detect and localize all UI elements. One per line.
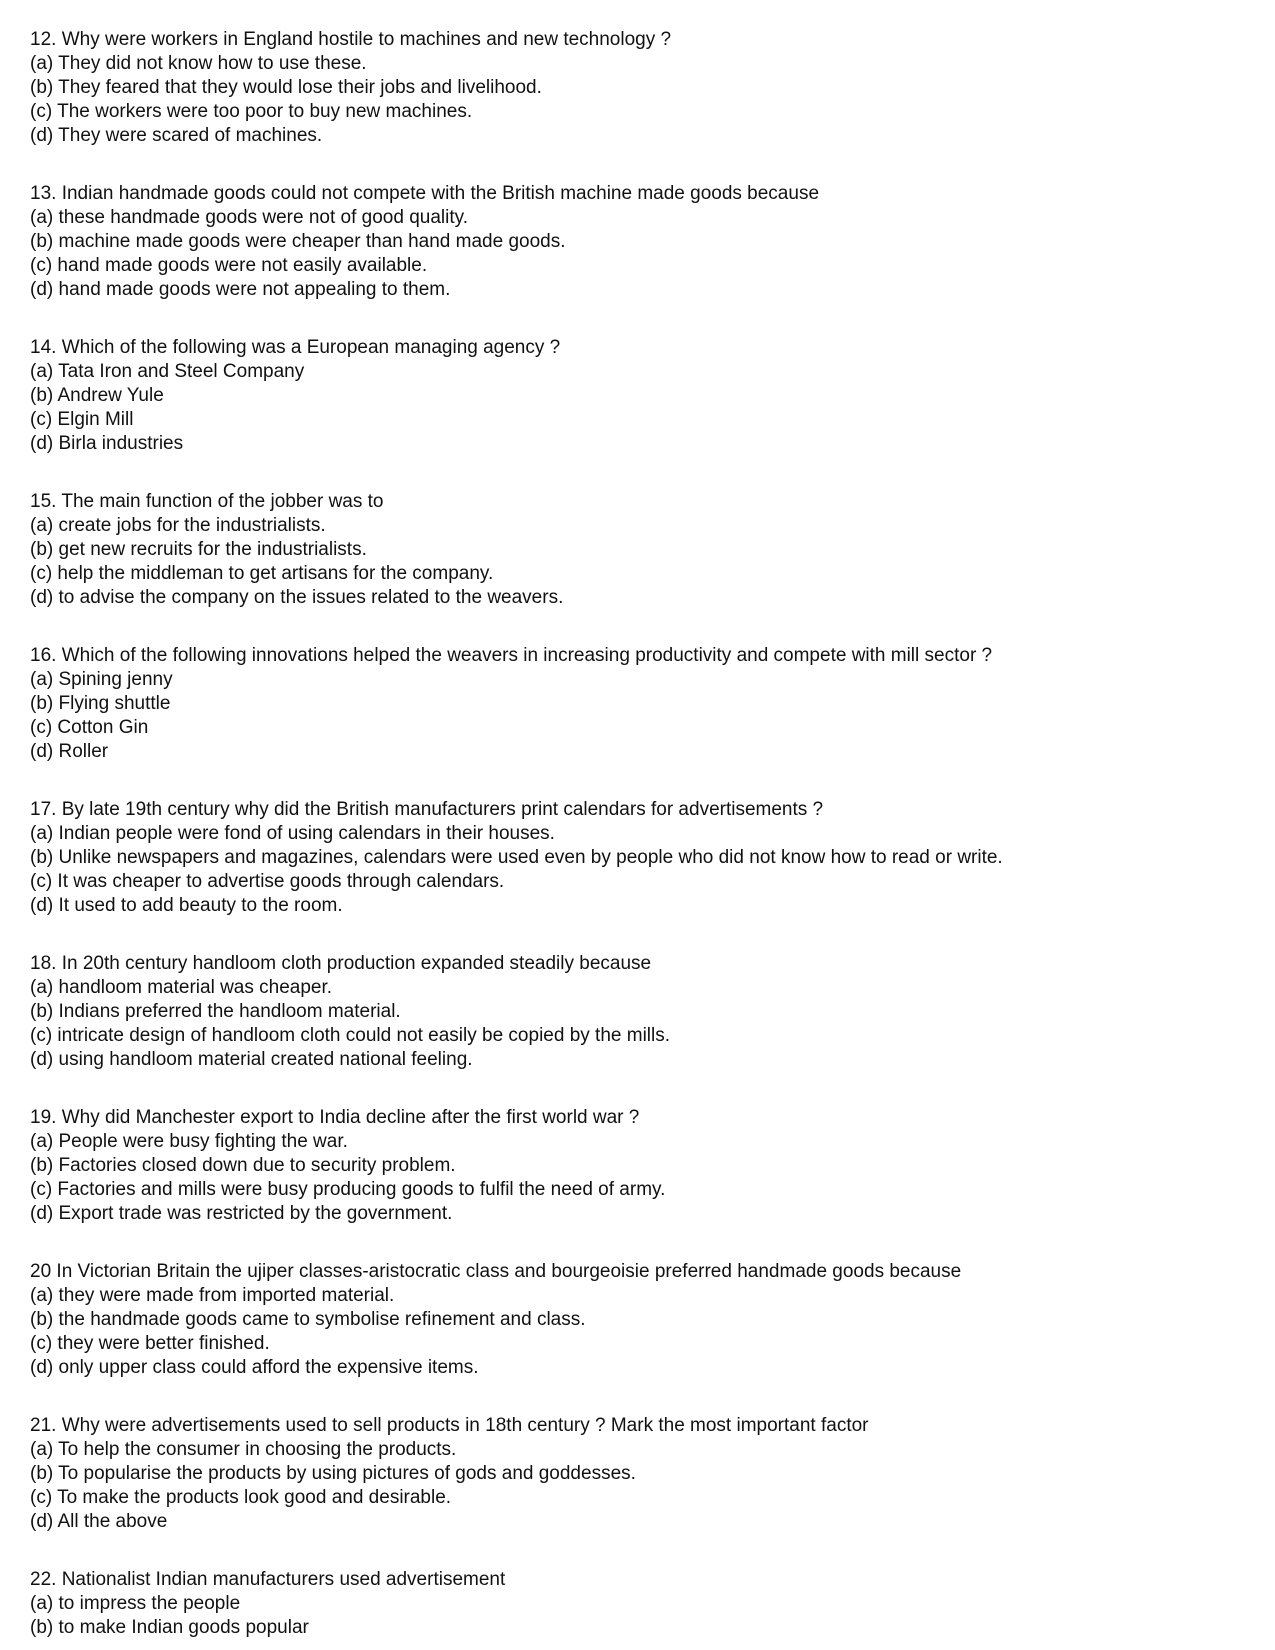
- question-21: [30, 1414, 1250, 1534]
- option-d: (d) to advise the company on the issues related to the weavers.: [30, 587, 564, 608]
- option-a: (a) handloom material was cheaper.: [30, 977, 333, 998]
- option-a: (a) they were made from imported material.: [30, 1285, 395, 1306]
- question-12: [30, 28, 1250, 148]
- question-text: 21. Why were advertisements used to sell products in 18th century ? Mark the most important factor: [30, 1415, 869, 1436]
- question-text: 16. Which of the following innovations helped the weavers in increasing productivity and compete with mill sector ?: [30, 645, 993, 666]
- question-17: [30, 798, 1250, 918]
- option-c: (c) Cotton Gin: [30, 717, 149, 738]
- question-18: [30, 952, 1250, 1072]
- question-22: [30, 1568, 1250, 1640]
- option-d: (d) Export trade was restricted by the government.: [30, 1203, 453, 1224]
- question-19: [30, 1106, 1250, 1226]
- option-b: (b) Unlike newspapers and magazines, calendars were used even by people who did not know how to read or write.: [30, 847, 1003, 868]
- option-c: (c) help the middleman to get artisans for the company.: [30, 563, 494, 584]
- option-c: (c) Elgin Mill: [30, 409, 134, 430]
- option-c: (c) It was cheaper to advertise goods through calendars.: [30, 871, 505, 892]
- question-text: 14. Which of the following was a European managing agency ?: [30, 337, 561, 358]
- question-16: [30, 644, 1250, 764]
- option-b: (b) to make Indian goods popular: [30, 1617, 309, 1638]
- option-b: (b) get new recruits for the industrialists.: [30, 539, 367, 560]
- option-a: (a) Tata Iron and Steel Company: [30, 361, 305, 382]
- option-c: (c) Factories and mills were busy producing goods to fulfil the need of army.: [30, 1179, 666, 1200]
- option-a: (a) People were busy fighting the war.: [30, 1131, 348, 1152]
- option-b: (b) They feared that they would lose their jobs and livelihood.: [30, 77, 542, 98]
- question-14: [30, 336, 1250, 456]
- option-b: (b) machine made goods were cheaper than hand made goods.: [30, 231, 566, 252]
- option-d: (d) Roller: [30, 741, 109, 762]
- option-a: (a) Spining jenny: [30, 669, 173, 690]
- question-text: 15. The main function of the jobber was to: [30, 491, 384, 512]
- question-20: [30, 1260, 1250, 1380]
- option-a: (a) these handmade goods were not of good quality.: [30, 207, 468, 228]
- option-d: (d) They were scared of machines.: [30, 125, 323, 146]
- question-list: [30, 28, 1250, 1640]
- question-text: 13. Indian handmade goods could not compete with the British machine made goods because: [30, 183, 820, 204]
- option-c: (c) To make the products look good and desirable.: [30, 1487, 452, 1508]
- option-a: (a) To help the consumer in choosing the products.: [30, 1439, 457, 1460]
- option-d: (d) hand made goods were not appealing to them.: [30, 279, 451, 300]
- question-15: [30, 490, 1250, 610]
- option-a: (a) to impress the people: [30, 1593, 241, 1614]
- option-b: (b) Andrew Yule: [30, 385, 164, 406]
- option-c: (c) hand made goods were not easily available.: [30, 255, 428, 276]
- option-d: (d) All the above: [30, 1511, 168, 1532]
- question-text: 18. In 20th century handloom cloth production expanded steadily because: [30, 953, 652, 974]
- question-13: [30, 182, 1250, 302]
- question-text: 19. Why did Manchester export to India decline after the first world war ?: [30, 1107, 640, 1128]
- question-text: 22. Nationalist Indian manufacturers used advertisement: [30, 1569, 506, 1590]
- option-a: (a) create jobs for the industrialists.: [30, 515, 326, 536]
- option-d: (d) using handloom material created national feeling.: [30, 1049, 473, 1070]
- option-b: (b) Flying shuttle: [30, 693, 171, 714]
- question-text: 20 In Victorian Britain the ujiper classes-aristocratic class and bourgeoisie preferred handmade goods because: [30, 1261, 962, 1282]
- option-b: (b) the handmade goods came to symbolise refinement and class.: [30, 1309, 586, 1330]
- option-b: (b) Factories closed down due to security problem.: [30, 1155, 456, 1176]
- option-a: (a) They did not know how to use these.: [30, 53, 367, 74]
- option-b: (b) Indians preferred the handloom material.: [30, 1001, 401, 1022]
- option-d: (d) It used to add beauty to the room.: [30, 895, 343, 916]
- option-c: (c) they were better finished.: [30, 1333, 270, 1354]
- option-a: (a) Indian people were fond of using calendars in their houses.: [30, 823, 555, 844]
- option-c: (c) The workers were too poor to buy new machines.: [30, 101, 473, 122]
- option-c: (c) intricate design of handloom cloth could not easily be copied by the mills.: [30, 1025, 671, 1046]
- option-d: (d) Birla industries: [30, 433, 184, 454]
- option-b: (b) To popularise the products by using pictures of gods and goddesses.: [30, 1463, 636, 1484]
- option-d: (d) only upper class could afford the expensive items.: [30, 1357, 479, 1378]
- question-text: 12. Why were workers in England hostile to machines and new technology ?: [30, 29, 672, 50]
- question-text: 17. By late 19th century why did the British manufacturers print calendars for advertisements ?: [30, 799, 824, 820]
